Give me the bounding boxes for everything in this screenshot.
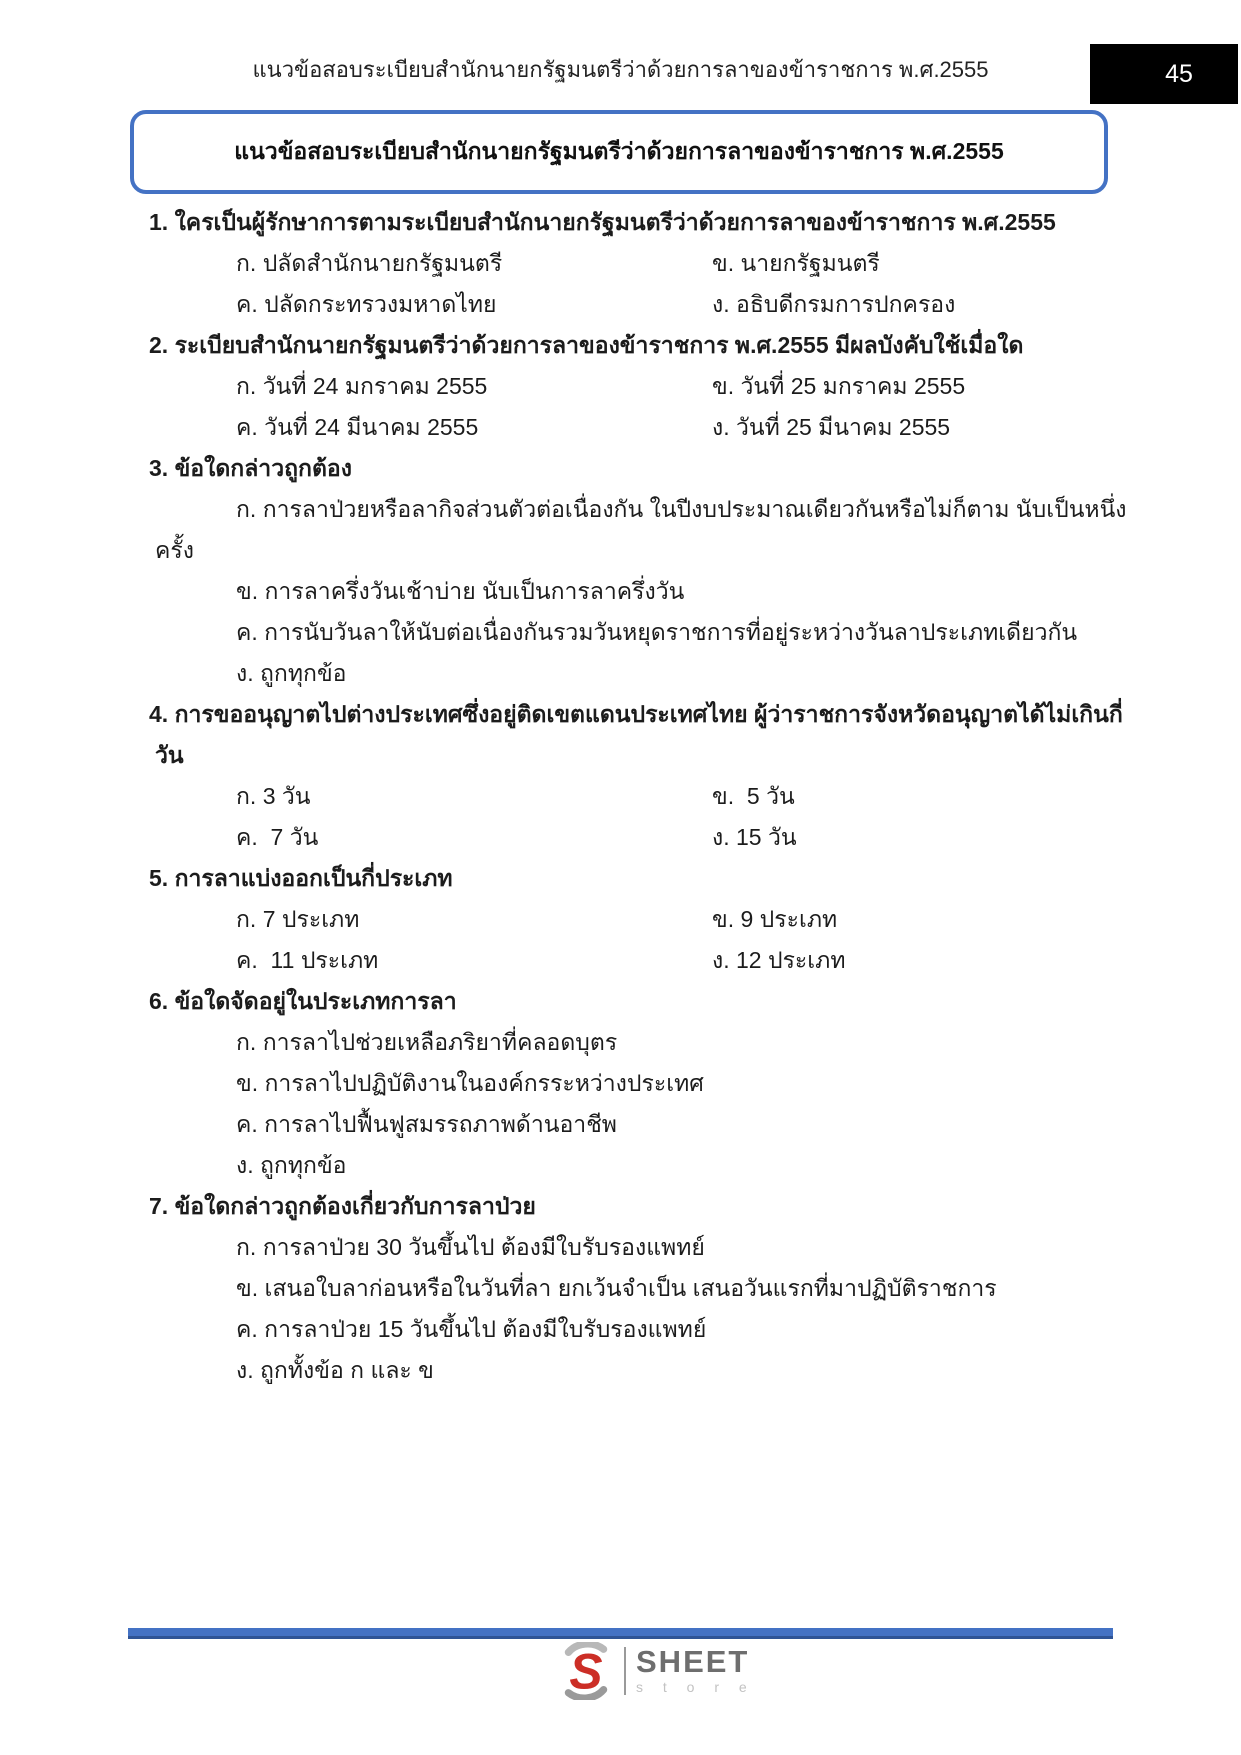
option-text: ก. วันที่ 24 มกราคม 2555 <box>236 373 488 399</box>
option-text: ง. 12 ประเภท <box>712 947 846 973</box>
option-text: ข. เสนอใบลาก่อนหรือในวันที่ลา ยกเว้นจำเป็น เสนอวันแรกที่มาปฏิบัติราชการ <box>236 1275 997 1301</box>
question-text: 2. ระเบียบสำนักนายกรัฐมนตรีว่าด้วยการลาของข้าราชการ พ.ศ.2555 มีผลบังคับใช้เมื่อใด <box>149 332 1024 358</box>
option-text: ง. วันที่ 25 มีนาคม 2555 <box>712 414 951 440</box>
question-text: 7. ข้อใดกล่าวถูกต้องเกี่ยวกับการลาป่วย <box>149 1193 536 1219</box>
option-text: ข. การลาครึ่งวันเช้าบ่าย นับเป็นการลาครึ่งวัน <box>236 578 685 604</box>
questions <box>0 202 1241 1391</box>
logo-divider <box>624 1647 626 1695</box>
option-text: ก. ปลัดสำนักนายกรัฐมนตรี <box>236 250 503 276</box>
option-text: ข. วันที่ 25 มกราคม 2555 <box>712 373 966 399</box>
option-text: ก. 7 ประเภท <box>236 906 360 932</box>
option-text: ค. วันที่ 24 มีนาคม 2555 <box>236 414 479 440</box>
option-row <box>0 284 1241 325</box>
question-text: 1. ใครเป็นผู้รักษาการตามระเบียบสำนักนายกรัฐมนตรีว่าด้วยการลาของข้าราชการ พ.ศ.2555 <box>149 209 1056 235</box>
option-row <box>0 407 1241 448</box>
page-header-title: แนวข้อสอบระเบียบสำนักนายกรัฐมนตรีว่าด้วยการลาของข้าราชการ พ.ศ.2555 <box>252 57 989 82</box>
option-text: ข. 9 ประเภท <box>712 906 838 932</box>
option-text: ง. 15 วัน <box>712 824 797 850</box>
option-text: ง. ถูกทั้งข้อ ก และ ข <box>236 1357 434 1383</box>
exam-title: แนวข้อสอบระเบียบสำนักนายกรัฐมนตรีว่าด้วยการลาของข้าราชการ พ.ศ.2555 <box>234 138 1004 164</box>
option-row <box>0 776 1241 817</box>
page-number-badge: 45 <box>1090 44 1238 104</box>
option-row <box>0 366 1241 407</box>
option-text: ก. การลาป่วยหรือลากิจส่วนตัวต่อเนื่องกัน ในปีงบประมาณเดียวกันหรือไม่ก็ตาม นับเป็นหนึ่ง <box>236 496 1127 522</box>
option-text: ข. การลาไปปฏิบัติงานในองค์กรระหว่างประเทศ <box>236 1070 704 1096</box>
option-text: ง. อธิบดีกรมการปกครอง <box>712 291 956 317</box>
question-text: 4. การขออนุญาตไปต่างประเทศซึ่งอยู่ติดเขตแดนประเทศไทย ผู้ว่าราชการจังหวัดอนุญาตได้ไม่เกินกี่ <box>149 701 1123 727</box>
option-text: ข. นายกรัฐมนตรี <box>712 250 880 276</box>
logo-brand-subtext: s t o r e <box>636 1679 755 1695</box>
option-text-wrap: ครั้ง <box>155 537 194 563</box>
option-text: ง. ถูกทุกข้อ <box>236 660 347 686</box>
option-text: ค. การนับวันลาให้นับต่อเนื่องกันรวมวันหยุดราชการที่อยู่ระหว่างวันลาประเภทเดียวกัน <box>236 619 1078 645</box>
svg-text:S: S <box>569 1643 603 1700</box>
footer-divider <box>128 1628 1113 1639</box>
option-text: ค. 7 วัน <box>236 824 319 850</box>
logo-text-wrap <box>636 1644 755 1695</box>
option-row <box>0 899 1241 940</box>
option-row <box>0 817 1241 858</box>
option-text: ค. การลาไปฟื้นฟูสมรรถภาพด้านอาชีพ <box>236 1111 617 1137</box>
option-text: ก. การลาไปช่วยเหลือภริยาที่คลอดบุตร <box>236 1029 618 1055</box>
option-text: ก. การลาป่วย 30 วันขึ้นไป ต้องมีใบรับรองแพทย์ <box>236 1234 705 1260</box>
option-text: ข. 5 วัน <box>712 783 795 809</box>
option-text: ค. 11 ประเภท <box>236 947 379 973</box>
exam-title-box <box>130 110 1108 194</box>
question-text: 3. ข้อใดกล่าวถูกต้อง <box>149 455 352 481</box>
option-text: ก. 3 วัน <box>236 783 311 809</box>
option-row <box>0 940 1241 981</box>
sheet-logo <box>554 1642 755 1700</box>
question-text: 6. ข้อใดจัดอยู่ในประเภทการลา <box>149 988 457 1014</box>
question-text: 5. การลาแบ่งออกเป็นกี่ประเภท <box>149 865 453 891</box>
question-text-wrap: วัน <box>155 742 184 768</box>
option-text: ค. การลาป่วย 15 วันขึ้นไป ต้องมีใบรับรองแพทย์ <box>236 1316 707 1342</box>
sheet-logo-icon <box>554 1642 618 1700</box>
option-text: ค. ปลัดกระทรวงมหาดไทย <box>236 291 497 317</box>
logo-brand-text: SHEET <box>636 1644 750 1679</box>
option-row <box>0 243 1241 284</box>
option-text: ง. ถูกทุกข้อ <box>236 1152 347 1178</box>
